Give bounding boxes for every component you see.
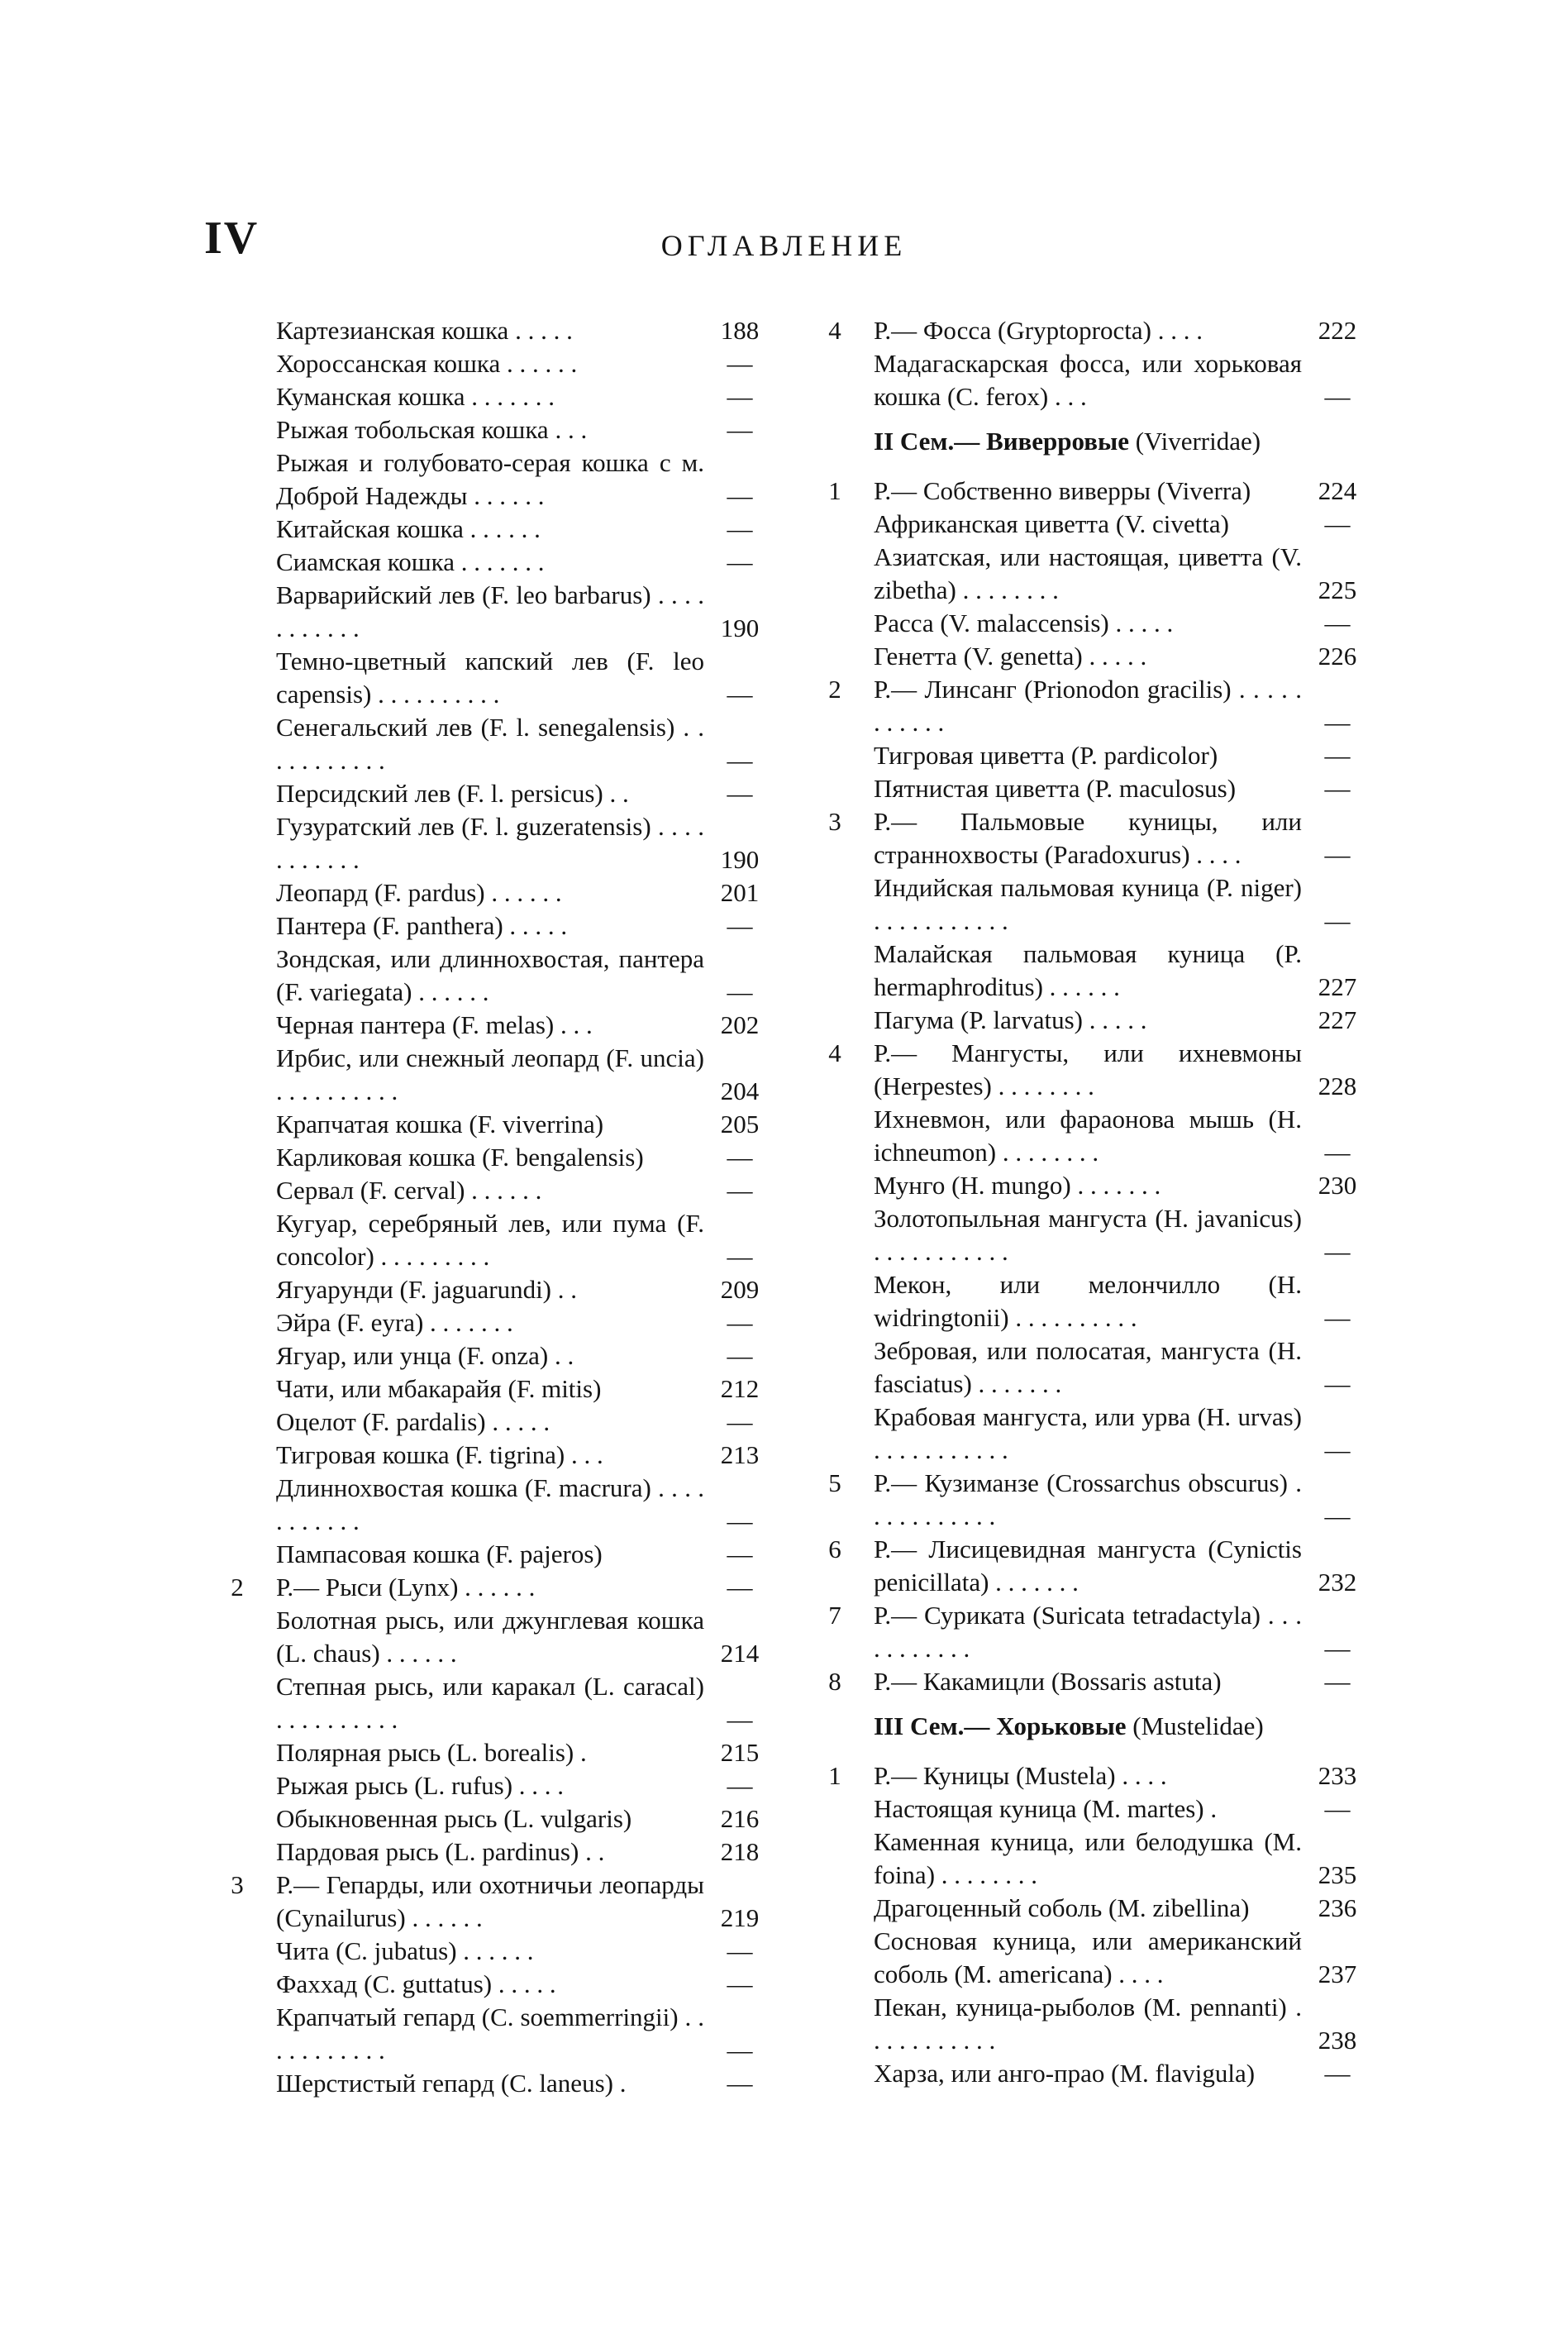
entry-title: Варварийский лев (F. leo barbarus) . . . . . . . . . . .	[276, 580, 704, 642]
entry-page: —	[1324, 1369, 1351, 1398]
toc-entry	[821, 541, 1366, 607]
entry-page: —	[727, 1506, 753, 1535]
entry-page: —	[727, 547, 753, 576]
entry-page: 216	[720, 1804, 760, 1833]
entry-page: —	[1324, 708, 1351, 737]
toc-entry	[223, 1604, 769, 1670]
toc-left-column	[223, 314, 769, 2100]
entry-page: —	[727, 1308, 753, 1337]
entry-title: Длиннохвостая кошка (F. macrura) . . . . . . . . . . .	[276, 1473, 704, 1535]
entry-page: —	[727, 746, 753, 775]
toc-entry	[821, 1103, 1366, 1169]
entry-title: Р.— Сурикатa (Suricata tetradactyla) . . . . . . . . . . .	[874, 1601, 1302, 1663]
toc-entry	[223, 645, 769, 711]
entry-title: Сиамская кошка . . . . . . .	[276, 547, 545, 576]
entry-page: —	[727, 1407, 753, 1436]
toc-entry	[821, 1759, 1366, 1792]
genus-number: 8	[828, 1667, 841, 1696]
entry-page: —	[727, 1936, 753, 1965]
entry-page: 233	[1318, 1761, 1357, 1790]
toc-entry	[821, 1467, 1366, 1533]
toc-entry	[223, 579, 769, 645]
entry-page: 237	[1318, 1960, 1357, 1988]
genus-number: 1	[828, 476, 841, 505]
entry-title: Пекан, куница-рыболов (M. pennanti) . . . . . . . . . . .	[874, 1993, 1302, 2055]
entry-title: Р.— Лисицевидная мангуста (Cynictis penicillata) . . . . . . .	[874, 1535, 1302, 1597]
entry-title: Генетта (V. genetta) . . . . .	[874, 642, 1147, 671]
toc-entry	[821, 1991, 1366, 2057]
entry-title: Кугуар, серебряный лев, или пума (F. concolor) . . . . . . . . .	[276, 1209, 704, 1271]
entry-title: Настоящая куница (M. martes) .	[874, 1794, 1218, 1823]
section-heading	[821, 425, 1366, 458]
toc-entry	[223, 1406, 769, 1439]
entry-page: —	[727, 1143, 753, 1172]
entry-title: Фаххад (C. guttatus) . . . . .	[276, 1969, 556, 1998]
entry-title: Чита (C. jubatus) . . . . . .	[276, 1936, 534, 1965]
toc-entry	[223, 1670, 769, 1736]
toc-entry	[821, 1401, 1366, 1467]
entry-title: Гузуратский лев (F. l. guzeratensis) . . . . . . . . . . .	[276, 812, 704, 874]
entry-title: Зебровая, или полосатая, мангуста (H. fasciatus) . . . . . . .	[874, 1336, 1302, 1398]
entry-title: Ягуар, или унца (F. onza) . .	[276, 1341, 574, 1370]
entry-title: Драгоценный соболь (M. zibellina)	[874, 1893, 1250, 1922]
entry-title: Степная рысь, или каракал (L. caracal) . . . . . . . . . .	[276, 1672, 704, 1734]
entry-page: 238	[1318, 2026, 1357, 2055]
entry-page: —	[727, 1969, 753, 1998]
entry-title: Тигровая кошка (F. tigrina) . . .	[276, 1440, 603, 1469]
toc-entry	[821, 805, 1366, 871]
genus-number: 2	[231, 1573, 244, 1601]
entry-page: —	[727, 2069, 753, 2098]
entry-page: 226	[1318, 642, 1357, 671]
section-heading-bold: II Сем.— Виверровые	[874, 427, 1129, 456]
toc-entry	[223, 1042, 769, 1108]
entry-title: Леопард (F. pardus) . . . . . .	[276, 878, 562, 907]
toc-entry	[223, 314, 769, 347]
entry-page: 204	[720, 1076, 760, 1105]
entry-title: Африканская циветта (V. civetta)	[874, 509, 1229, 538]
entry-page: 227	[1318, 972, 1357, 1001]
entry-title: Хороссанская кошка . . . . . .	[276, 349, 578, 378]
toc-entry	[223, 2001, 769, 2067]
toc-entry	[223, 2067, 769, 2100]
entry-title: Карликовая кошка (F. bengalensis)	[276, 1143, 644, 1172]
toc-entry	[223, 347, 769, 380]
entry-page: 188	[720, 316, 760, 345]
toc-entry	[821, 1037, 1366, 1103]
section-heading-bold: III Сем.— Хорьковые	[874, 1711, 1127, 1740]
entry-title: Ихневмон, или фараонова мышь (H. ichneumon) . . . . . . . .	[874, 1105, 1302, 1167]
entry-page: 232	[1318, 1568, 1357, 1597]
entry-page: 215	[720, 1738, 760, 1767]
entry-page: —	[1324, 906, 1351, 935]
entry-title: Зондская, или длиннохвостая, пантера (F. variegata) . . . . . .	[276, 944, 704, 1006]
genus-number: 3	[828, 807, 841, 836]
toc-entry	[223, 1108, 769, 1141]
toc-entry	[223, 1538, 769, 1571]
entry-page: —	[727, 415, 753, 444]
entry-title: Болотная рысь, или джунглевая кошка (L. chaus) . . . . . .	[276, 1606, 704, 1668]
entry-title: Рыжая тобольская кошка . . .	[276, 415, 588, 444]
entry-page: —	[1324, 2059, 1351, 2088]
toc-entry	[223, 1372, 769, 1406]
entry-page: —	[727, 1341, 753, 1370]
entry-title: Оцелот (F. pardalis) . . . . .	[276, 1407, 550, 1436]
genus-number: 4	[828, 316, 841, 345]
entry-page: 219	[720, 1903, 760, 1932]
toc-entry	[821, 1169, 1366, 1202]
entry-page: 222	[1318, 316, 1357, 345]
entry-title: Рыжая рысь (L. rufus) . . . .	[276, 1771, 565, 1800]
toc-entry	[223, 1769, 769, 1802]
toc-entry	[821, 938, 1366, 1004]
entry-page: —	[727, 1176, 753, 1205]
toc-entry	[223, 711, 769, 777]
entry-title: Расса (V. malaccensis) . . . . .	[874, 609, 1174, 637]
toc-entry	[223, 546, 769, 579]
entry-title: Пагума (P. larvatus) . . . . .	[874, 1005, 1147, 1034]
entry-title: Каменная куница, или белодушка (M. foina) . . . . . . . .	[874, 1827, 1302, 1889]
section-heading-latin: (Mustelidae)	[1126, 1711, 1264, 1740]
toc-entry	[223, 943, 769, 1009]
toc-entry	[223, 413, 769, 446]
page-title: ОГЛАВЛЕНИЕ	[660, 229, 908, 262]
toc-entry	[223, 1439, 769, 1472]
toc-entry	[821, 1334, 1366, 1401]
entry-page: 190	[720, 613, 760, 642]
entry-page: —	[1324, 1435, 1351, 1464]
entry-title: Сосновая куница, или американский соболь (M. americana) . . . .	[874, 1926, 1302, 1988]
genus-number: 7	[828, 1601, 841, 1630]
entry-page: —	[727, 1539, 753, 1568]
entry-page: 230	[1318, 1171, 1357, 1200]
toc-entry	[821, 1826, 1366, 1892]
toc-entry	[223, 1273, 769, 1306]
entry-page: —	[1324, 1303, 1351, 1332]
toc-right-column	[821, 314, 1366, 2090]
entry-title: Китайская кошка . . . . . .	[276, 514, 541, 543]
entry-page: —	[1324, 1634, 1351, 1663]
entry-page: —	[727, 382, 753, 411]
entry-title: Мекон, или мелончилло (H. widringtonii) . . . . . . . . . .	[874, 1270, 1302, 1332]
genus-number: 2	[828, 675, 841, 704]
entry-title: Р.— Фосса (Gryptoprocta) . . . .	[874, 316, 1203, 345]
toc-entry	[223, 513, 769, 546]
entry-title: Р.— Собственно виверры (Viverra)	[874, 476, 1251, 505]
entry-title: Крапчатый гепард (C. soemmerringii) . . . . . . . . . . .	[276, 2002, 704, 2065]
toc-entry	[821, 673, 1366, 739]
entry-title: Индийская пальмовая куница (P. niger) . . . . . . . . . . .	[874, 873, 1302, 935]
toc-entry	[223, 1141, 769, 1174]
entry-page: 218	[720, 1837, 760, 1866]
entry-page: —	[727, 514, 753, 543]
toc-entry	[821, 1268, 1366, 1334]
toc-entry	[821, 2057, 1366, 2090]
page-number: IV	[204, 212, 260, 264]
toc-entry	[223, 1009, 769, 1042]
toc-entry	[223, 1339, 769, 1372]
entry-page: —	[727, 1573, 753, 1601]
entry-title: Золотопыльная мангуста (H. javanicus) . . . . . . . . . . .	[874, 1204, 1302, 1266]
entry-page: —	[1324, 1794, 1351, 1823]
entry-page: 227	[1318, 1005, 1357, 1034]
entry-title: Р.— Куницы (Mustela) . . . .	[874, 1761, 1167, 1790]
entry-page: —	[727, 1242, 753, 1271]
toc-entry	[821, 1533, 1366, 1599]
toc-entry	[223, 1835, 769, 1869]
entry-title: Куманская кошка . . . . . . .	[276, 382, 555, 411]
entry-title: Эйра (F. eyra) . . . . . . .	[276, 1308, 513, 1337]
entry-title: Картезианская кошка . . . . .	[276, 316, 573, 345]
entry-page: 214	[720, 1639, 760, 1668]
entry-title: Р.— Гепарды, или охотничьи леопарды (Cynailurus) . . . . . .	[276, 1870, 704, 1932]
toc-entry	[821, 1892, 1366, 1925]
toc-entry	[821, 739, 1366, 772]
entry-title: Р.— Линсанг (Prionodon gracilis) . . . . . . . . . . .	[874, 675, 1302, 737]
toc-entry	[223, 1174, 769, 1207]
entry-page: —	[1324, 1237, 1351, 1266]
entry-title: Чати, или мбакарайя (F. mitis)	[276, 1374, 602, 1403]
entry-title: Мадагаскарская фосса, или хорьковая кошка (C. ferox) . . .	[874, 349, 1302, 411]
toc-entry	[821, 1665, 1366, 1698]
toc-entry	[821, 1202, 1366, 1268]
entry-title: Пятнистая циветта (P. maculosus)	[874, 774, 1237, 803]
entry-page: —	[727, 779, 753, 808]
entry-title: Крапчатая кошка (F. viverrina)	[276, 1110, 604, 1138]
toc-entry	[821, 314, 1366, 347]
toc-entry	[223, 1306, 769, 1339]
entry-page: —	[1324, 1501, 1351, 1530]
toc-entry	[821, 347, 1366, 413]
toc-entry	[223, 1802, 769, 1835]
entry-page: 225	[1318, 575, 1357, 604]
entry-page: 205	[720, 1110, 760, 1138]
entry-page: —	[1324, 1138, 1351, 1167]
entry-page: 209	[720, 1275, 760, 1304]
entry-title: Полярная рысь (L. borealis) .	[276, 1738, 587, 1767]
entry-title: Р.— Рыси (Lynx) . . . . . .	[276, 1573, 536, 1601]
entry-title: Пампасовая кошка (F. pajeros)	[276, 1539, 603, 1568]
entry-title: Темно-цветный капский лев (F. leo capensis) . . . . . . . . . .	[276, 647, 704, 709]
toc-entry	[223, 1472, 769, 1538]
toc-entry	[223, 1571, 769, 1604]
entry-page: —	[727, 911, 753, 940]
entry-page: 213	[720, 1440, 760, 1469]
genus-number: 6	[828, 1535, 841, 1563]
entry-title: Сервал (F. cerval) . . . . . .	[276, 1176, 542, 1205]
section-heading-latin: (Viverridae)	[1128, 427, 1261, 456]
entry-title: Малайская пальмовая куница (P. hermaphroditus) . . . . . .	[874, 939, 1302, 1001]
section-heading	[821, 1710, 1366, 1743]
toc-entry	[223, 1968, 769, 2001]
toc-entry	[821, 607, 1366, 640]
entry-page: —	[1324, 774, 1351, 803]
entry-page: —	[1324, 509, 1351, 538]
toc-entry	[223, 1935, 769, 1968]
entry-title: Харза, или анго-прао (M. flavigula)	[874, 2059, 1256, 2088]
entry-title: Пантера (F. panthera) . . . . .	[276, 911, 568, 940]
toc-entry	[223, 1869, 769, 1935]
entry-page: 224	[1318, 476, 1357, 505]
toc-entry	[821, 871, 1366, 938]
toc-entry	[223, 1736, 769, 1769]
toc-entry	[821, 508, 1366, 541]
toc-entry	[223, 909, 769, 943]
entry-page: —	[1324, 382, 1351, 411]
entry-title: Р.— Мангусты, или ихневмоны (Herpestes) . . . . . . . .	[874, 1038, 1302, 1100]
toc-entry	[223, 380, 769, 413]
toc-entry	[821, 1792, 1366, 1826]
entry-page: 235	[1318, 1860, 1357, 1889]
entry-page: 202	[720, 1010, 760, 1039]
entry-page: —	[1324, 609, 1351, 637]
entry-title: Тигровая циветта (P. pardicolor)	[874, 741, 1218, 770]
entry-page: —	[727, 977, 753, 1006]
entry-page: —	[1324, 840, 1351, 869]
entry-title: Р.— Какамицли (Bossaris astuta)	[874, 1667, 1222, 1696]
genus-number: 1	[828, 1761, 841, 1790]
entry-page: 236	[1318, 1893, 1357, 1922]
entry-page: —	[727, 349, 753, 378]
genus-number: 5	[828, 1468, 841, 1497]
toc-entry	[821, 1004, 1366, 1037]
toc-entry	[821, 475, 1366, 508]
genus-number: 3	[231, 1870, 244, 1899]
toc-entry	[821, 772, 1366, 805]
entry-title: Ягуарунди (F. jaguarundi) . .	[276, 1275, 578, 1304]
entry-title: Мунго (H. mungo) . . . . . . .	[874, 1171, 1161, 1200]
entry-page: 201	[720, 878, 760, 907]
toc-entry	[223, 777, 769, 810]
entry-page: —	[727, 1705, 753, 1734]
entry-title: Черная пантера (F. melas) . . .	[276, 1010, 593, 1039]
toc-entry	[821, 640, 1366, 673]
entry-title: Ирбис, или снежный леопард (F. uncia) . . . . . . . . . .	[276, 1043, 704, 1105]
entry-page: 212	[720, 1374, 760, 1403]
entry-title: Азиатская, или настоящая, циветта (V. zibetha) . . . . . . . .	[874, 542, 1302, 604]
entry-page: —	[727, 481, 753, 510]
entry-page: —	[727, 1771, 753, 1800]
entry-title: Обыкновенная рысь (L. vulgaris)	[276, 1804, 632, 1833]
entry-page: —	[1324, 741, 1351, 770]
toc-entry	[821, 1925, 1366, 1991]
toc-entry	[223, 446, 769, 513]
entry-title: Р.— Кузиманзе (Crossarchus obscurus) . . . . . . . . . . .	[874, 1468, 1302, 1530]
entry-title: Рыжая и голубовато-серая кошка с м. Доброй Надежды . . . . . .	[276, 448, 704, 510]
toc-entry	[223, 876, 769, 909]
entry-page: 228	[1318, 1072, 1357, 1100]
entry-title: Персидский лев (F. l. persicus) . .	[276, 779, 629, 808]
entry-page: —	[727, 2036, 753, 2065]
entry-title: Шерстистый гепард (C. laneus) .	[276, 2069, 627, 2098]
toc-entry	[223, 810, 769, 876]
entry-page: —	[727, 680, 753, 709]
toc-entry	[821, 1599, 1366, 1665]
entry-title: Р.— Пальмовые куницы, или страннохвосты (Paradoxurus) . . . .	[874, 807, 1302, 869]
entry-page: 190	[720, 845, 760, 874]
entry-title: Сенегальский лев (F. l. senegalensis) . . . . . . . . . . .	[276, 713, 704, 775]
entry-title: Крабовая мангуста, или урва (H. urvas) . . . . . . . . . . .	[874, 1402, 1302, 1464]
entry-title: Пардовая рысь (L. pardinus) . .	[276, 1837, 605, 1866]
genus-number: 4	[828, 1038, 841, 1067]
toc-entry	[223, 1207, 769, 1273]
entry-page: —	[1324, 1667, 1351, 1696]
